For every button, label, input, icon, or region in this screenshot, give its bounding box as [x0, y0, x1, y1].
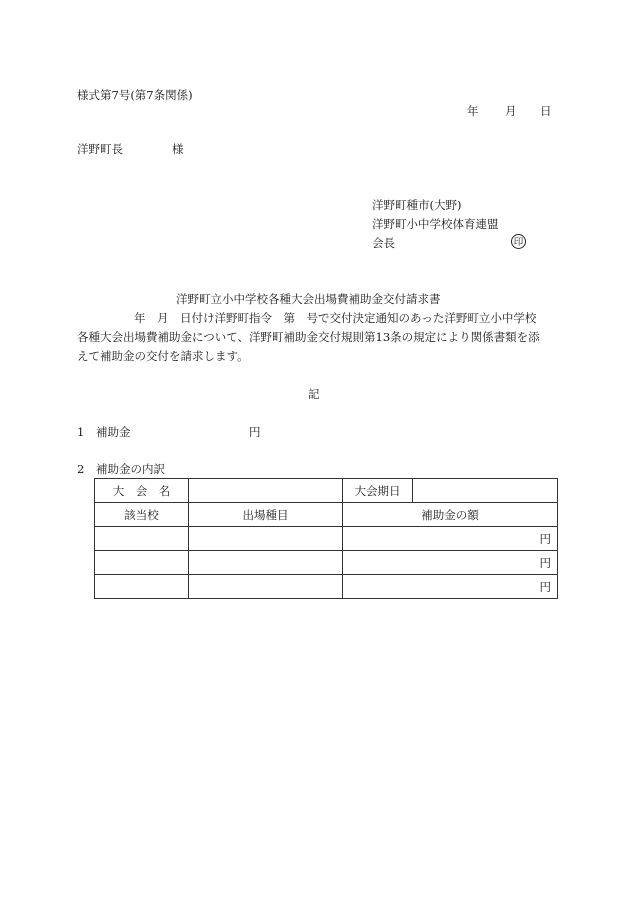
amount-cell: 円 [343, 575, 558, 599]
addressee-honorific: 様 [172, 142, 184, 156]
document-title: 洋野町立小中学校各種大会出場費補助金交付請求書 [176, 292, 441, 306]
section2-number: 2 [77, 462, 85, 476]
table-row [95, 527, 558, 551]
breakdown-table [94, 478, 558, 599]
amount-cell: 円 [343, 527, 558, 551]
date-month-unit: 月 [505, 104, 517, 118]
amount-cell: 円 [343, 551, 558, 575]
event-cell [189, 575, 343, 599]
section1-label: 補助金 [96, 425, 131, 439]
body-line-2: 各種大会出場費補助金について、洋野町補助金交付規則第13条の規定により関係書類を添 [77, 330, 540, 344]
table-row [95, 551, 558, 575]
table-row [95, 575, 558, 599]
form-number: 様式第7号(第7条関係) [77, 88, 193, 102]
school-cell [95, 575, 189, 599]
event-name-cell [189, 479, 343, 503]
date-line [0, 104, 630, 118]
event-cell [189, 551, 343, 575]
table-header-row [95, 503, 558, 527]
event-cell [189, 527, 343, 551]
body-line-1: 年 月 日付け洋野町指令 第 号で交付決定通知のあった洋野町立小中学校 [134, 311, 537, 325]
section1-number: 1 [77, 425, 85, 439]
school-cell [95, 527, 189, 551]
ki-heading: 記 [308, 387, 320, 401]
seal-mark: 印 [511, 234, 526, 249]
body-line-3: えて補助金の交付を請求します。 [77, 349, 249, 363]
section2-label: 補助金の内訳 [96, 462, 165, 476]
event-period-cell [413, 479, 558, 503]
applicant-organization: 洋野町小中学校体育連盟 [372, 217, 499, 231]
event-period-label: 大会期日 [343, 479, 413, 503]
event-name-label: 大 会 名 [95, 479, 189, 503]
applicant-address: 洋野町種市(大野) [372, 198, 462, 212]
header-school: 該当校 [95, 503, 189, 527]
school-cell [95, 551, 189, 575]
date-year-unit: 年 [467, 104, 479, 118]
header-amount: 補助金の額 [343, 503, 558, 527]
header-event: 出場種目 [189, 503, 343, 527]
event-info-row [95, 479, 558, 503]
section1-unit: 円 [249, 425, 261, 439]
addressee-name: 洋野町長 [77, 142, 123, 156]
applicant-title: 会長 [372, 236, 395, 250]
date-day-unit: 日 [540, 104, 552, 118]
